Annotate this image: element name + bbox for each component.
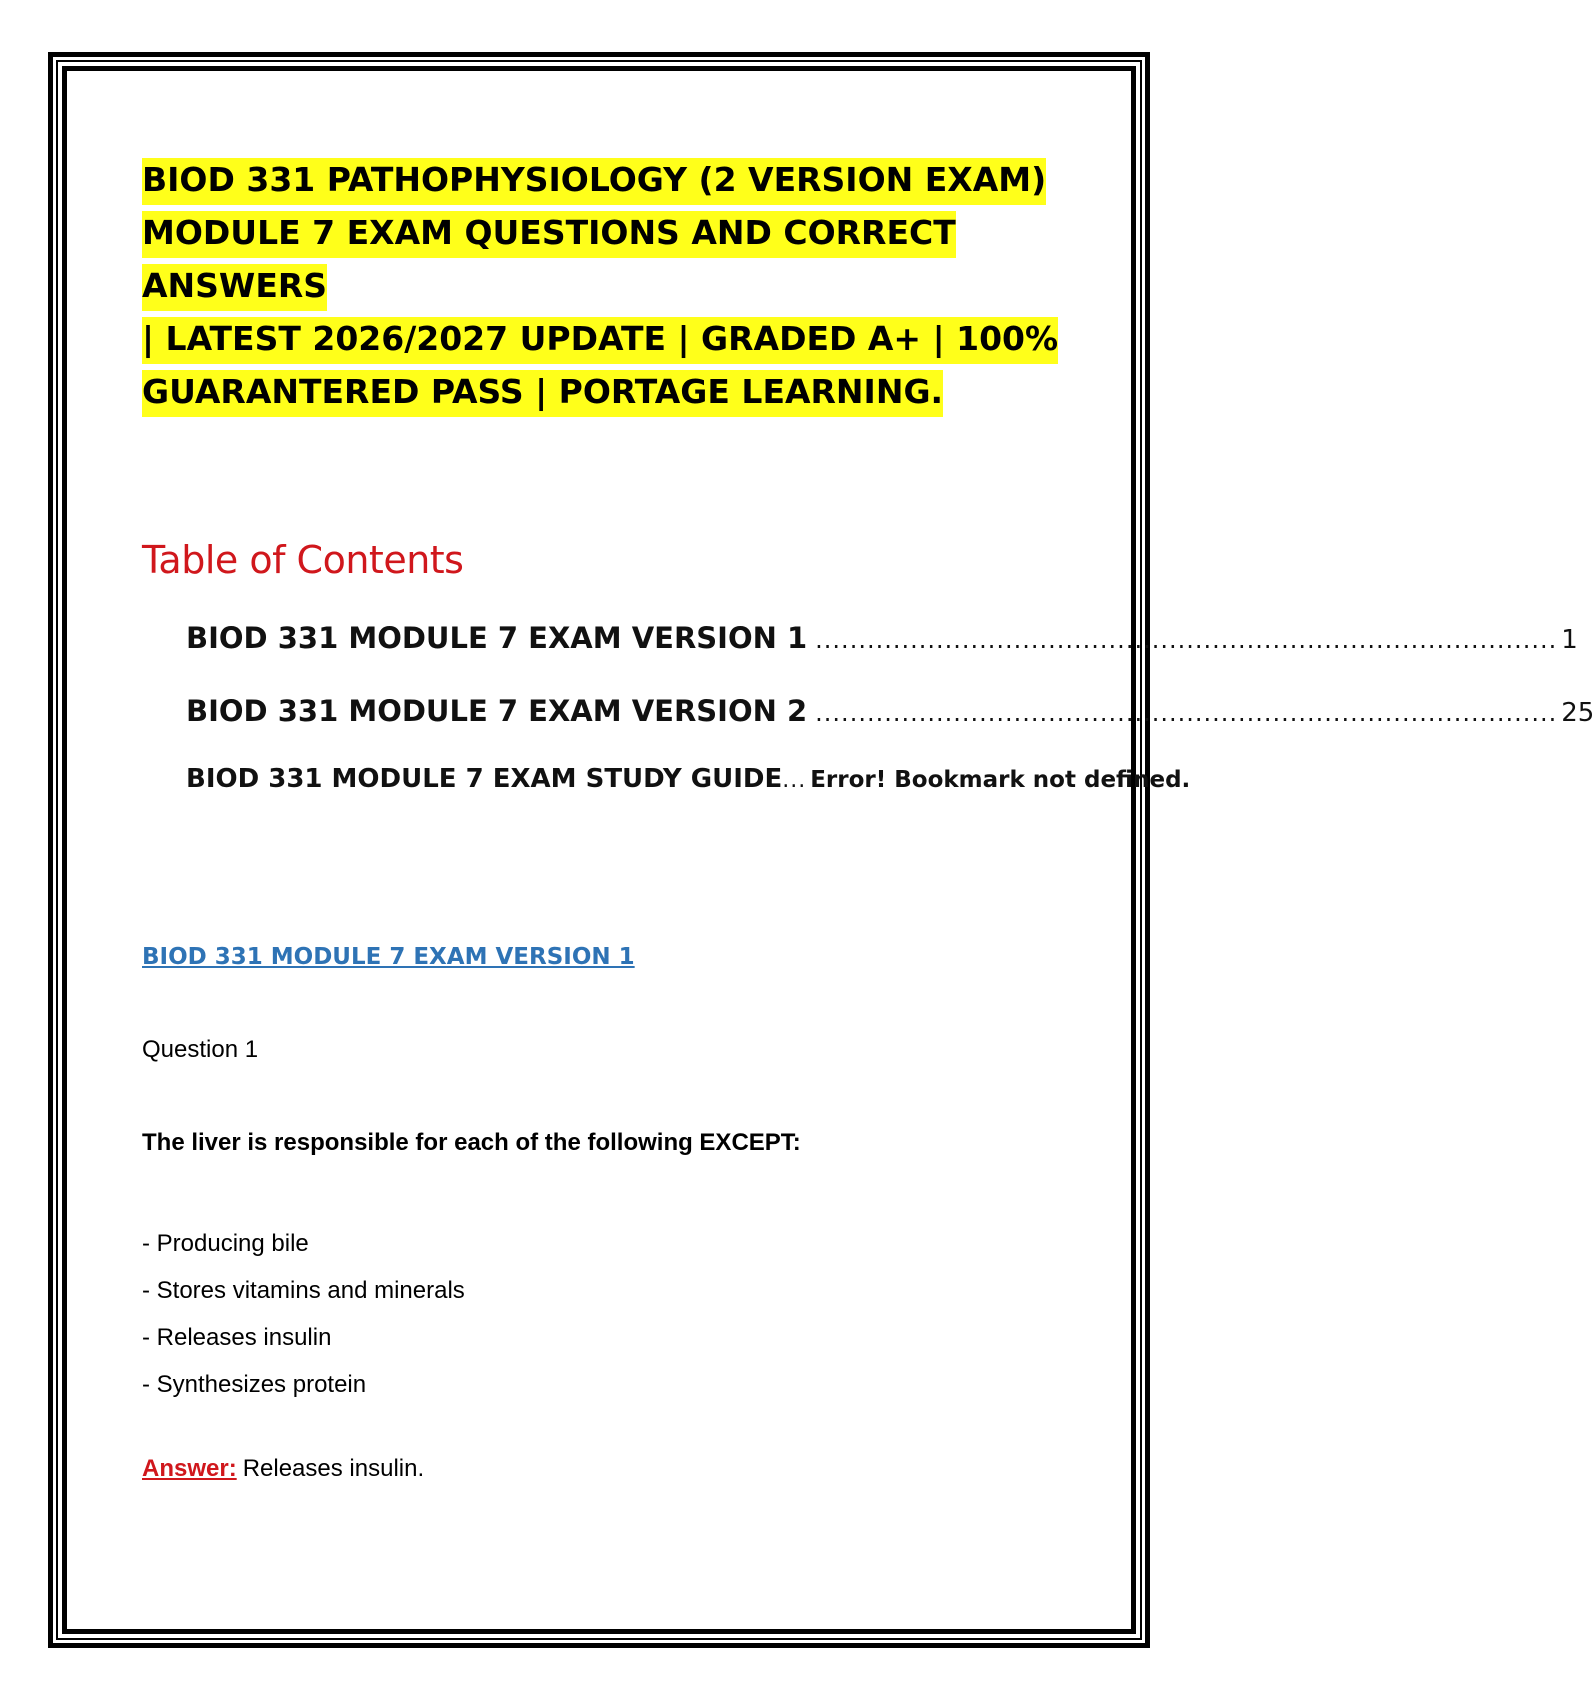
- document-title: [142, 153, 1062, 418]
- option-item: - Stores vitamins and minerals: [142, 1277, 465, 1304]
- toc-entry-label: BIOD 331 MODULE 7 EXAM VERSION 2: [186, 694, 808, 728]
- toc-leader-dots: ...: [782, 768, 807, 793]
- toc-page-number: 25: [1561, 698, 1594, 728]
- question-label: Question 1: [142, 1036, 259, 1063]
- toc-entry-label: BIOD 331 MODULE 7 EXAM STUDY GUIDE: [186, 764, 783, 794]
- answer-options: [142, 1220, 465, 1408]
- title-line: MODULE 7 EXAM QUESTIONS AND CORRECT ANSWERS: [142, 211, 956, 311]
- option-item: - Synthesizes protein: [142, 1371, 367, 1398]
- answer-text: Releases insulin.: [242, 1455, 425, 1482]
- title-line: GUARANTERED PASS | PORTAGE LEARNING.: [142, 370, 943, 417]
- toc-entry-version-1[interactable]: [186, 621, 1578, 655]
- option-item: - Producing bile: [142, 1230, 309, 1257]
- toc-leader-dots: ......................................................................................: [815, 699, 1558, 727]
- toc-heading: Table of Contents: [142, 538, 464, 582]
- section-heading-link[interactable]: BIOD 331 MODULE 7 EXAM VERSION 1: [142, 944, 635, 970]
- question-text: The liver is responsible for each of the following EXCEPT:: [142, 1129, 801, 1156]
- toc-entry-study-guide[interactable]: [186, 764, 1191, 794]
- answer-label: Answer:: [142, 1455, 237, 1482]
- toc-page-number: 1: [1561, 625, 1578, 655]
- title-line: BIOD 331 PATHOPHYSIOLOGY (2 VERSION EXAM): [142, 158, 1046, 205]
- toc-page-error: Error! Bookmark not defined.: [810, 767, 1191, 793]
- title-line: | LATEST 2026/2027 UPDATE | GRADED A+ | 100%: [142, 317, 1058, 364]
- answer-line: [142, 1455, 424, 1483]
- toc-leader-dots: ......................................................................................: [815, 626, 1558, 654]
- toc-entry-label: BIOD 331 MODULE 7 EXAM VERSION 1: [186, 621, 808, 655]
- toc-entry-version-2[interactable]: [186, 694, 1594, 728]
- option-item: - Releases insulin: [142, 1324, 332, 1351]
